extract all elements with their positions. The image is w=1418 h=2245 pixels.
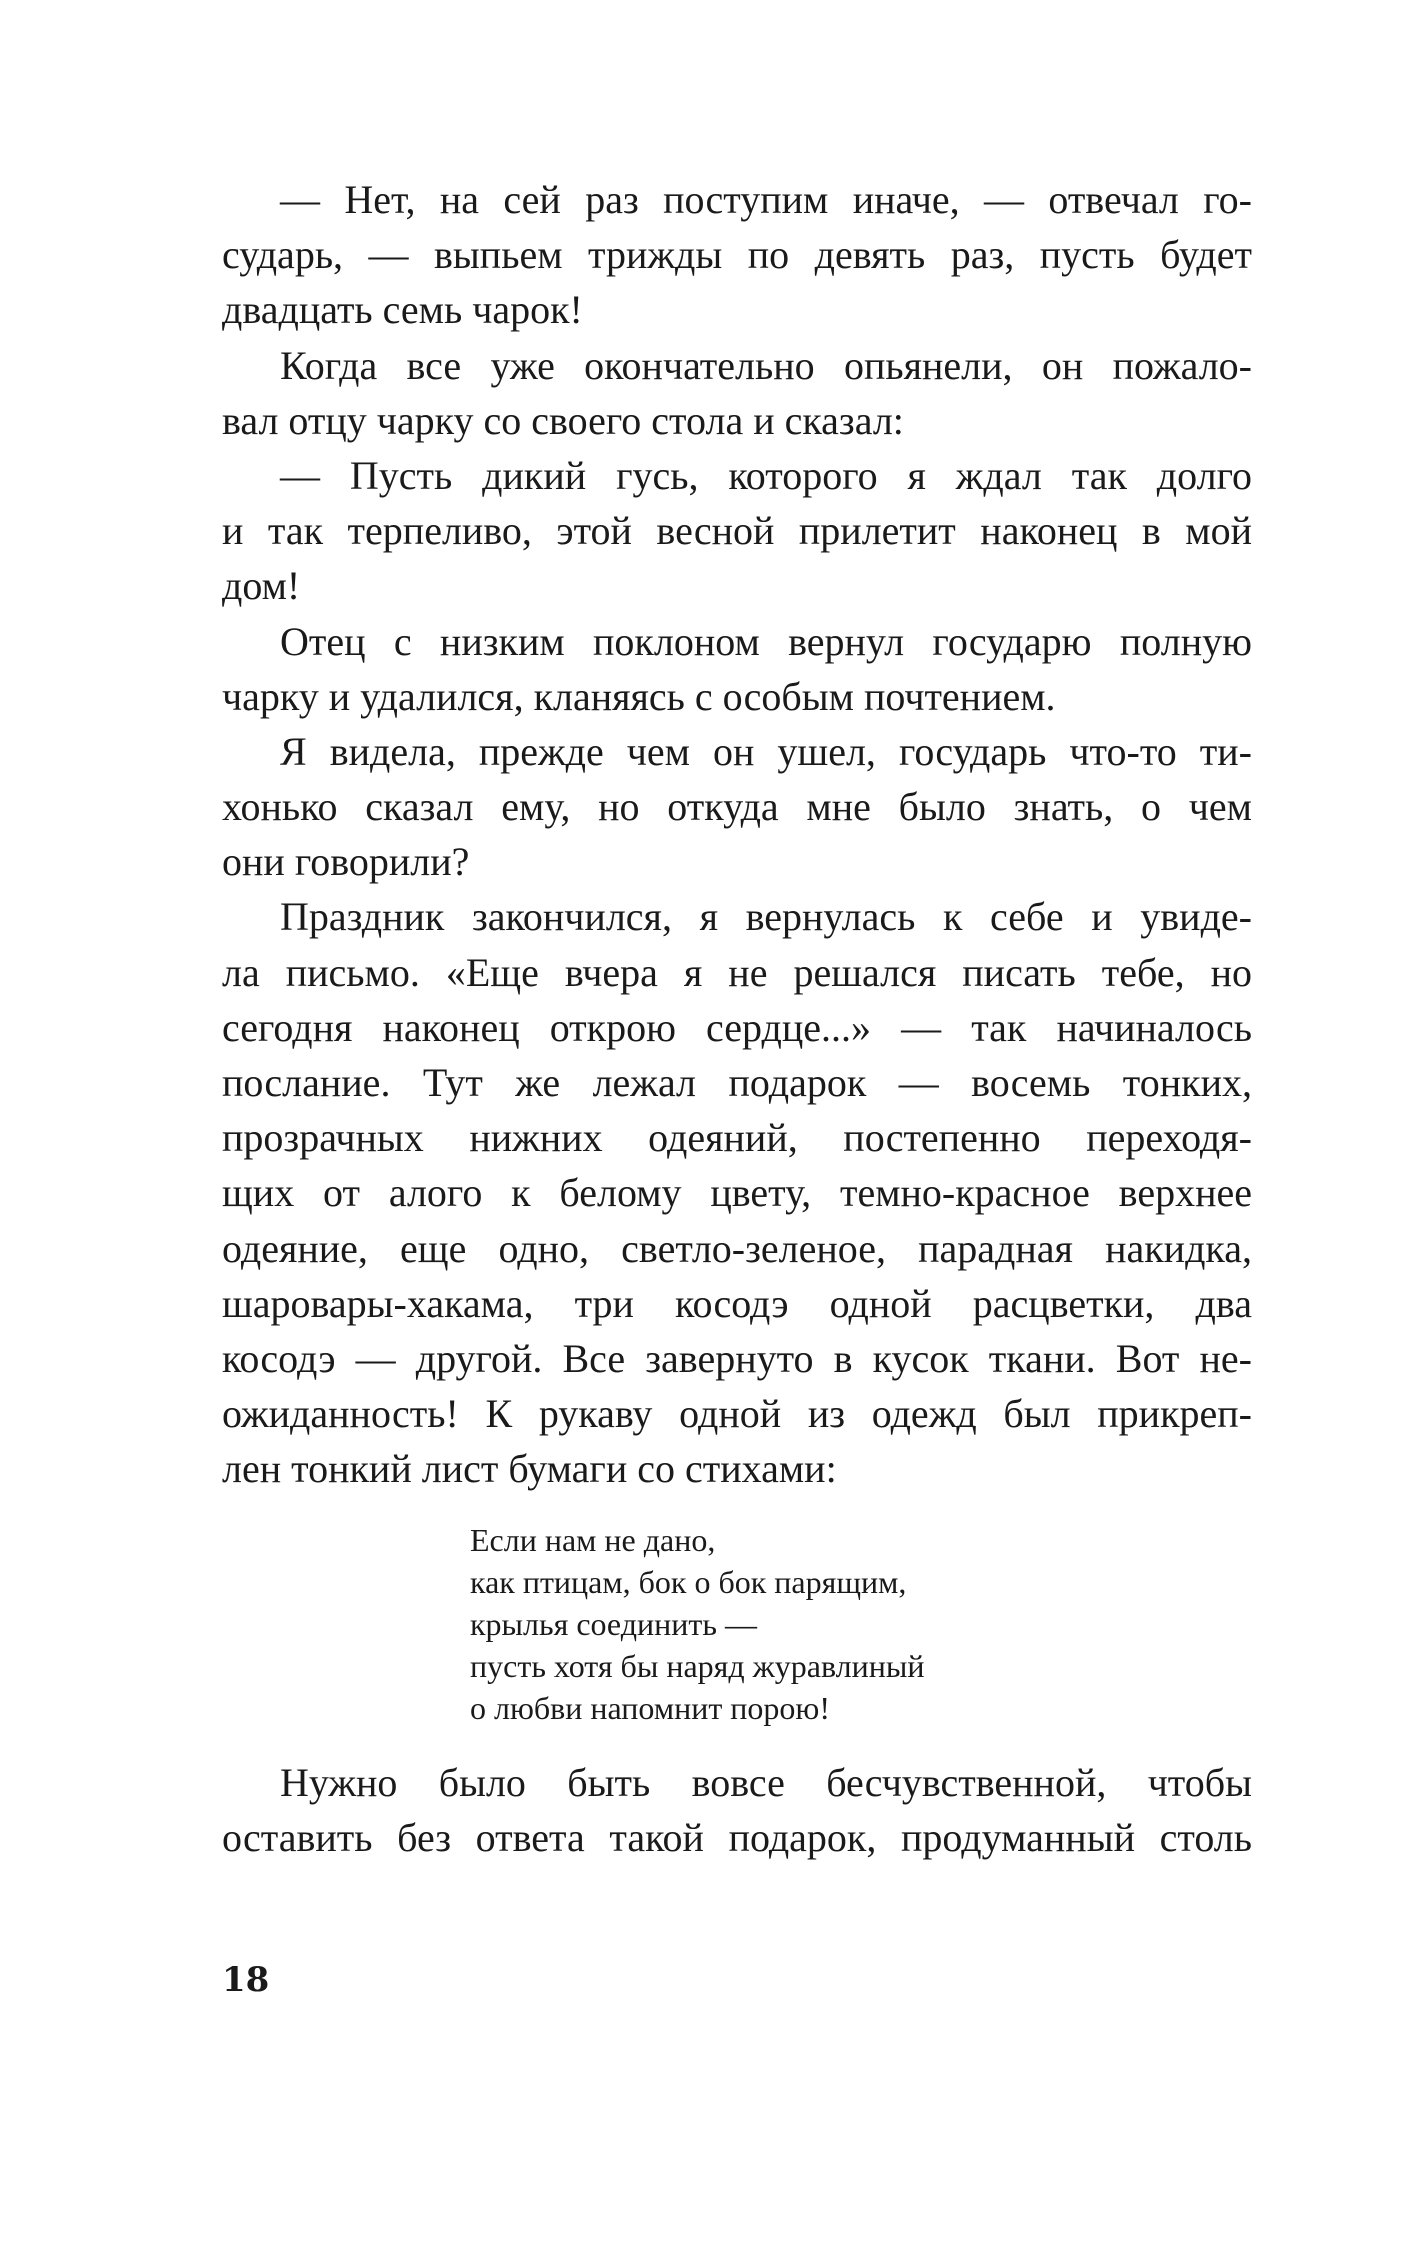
- poem-line: как птицам, бок о бок парящим,: [470, 1563, 907, 1600]
- text-line: Праздник закончился, я вернулась к себе и увиде-: [280, 894, 1252, 940]
- text-line: ожиданность! К рукаву одной из одежд был прикреп-: [222, 1391, 1252, 1437]
- poem-block: [222, 1519, 1252, 1729]
- text-line: Когда все уже окончательно опьянели, он пожало-: [280, 342, 1252, 388]
- text-line: прозрачных нижних одеяний, постепенно переходя-: [222, 1115, 1252, 1161]
- text-line: Я видела, прежде чем он ушел, государь что-то ти-: [280, 728, 1252, 774]
- text-line: Отец с низким поклоном вернул государю полную: [280, 618, 1252, 664]
- text-line: косодэ — другой. Все завернуто в кусок ткани. Вот не-: [222, 1335, 1252, 1381]
- text-line: двадцать семь чарок!: [222, 287, 583, 333]
- text-line: чарку и удалился, кланяясь с особым почтением.: [222, 673, 1056, 719]
- text-line: одеяние, еще одно, светло-зеленое, парадная накидка,: [222, 1225, 1252, 1271]
- text-line: лен тонкий лист бумаги со стихами:: [222, 1446, 837, 1492]
- poem-line: о любви напомнит порою!: [470, 1689, 830, 1726]
- prose-after-poem: [222, 1755, 1252, 1865]
- text-line: — Нет, на сей раз поступим иначе, — отвечал го-: [280, 177, 1252, 222]
- text-line: Нужно было быть вовсе бесчувственной, чтобы: [280, 1759, 1252, 1805]
- text-line: ла письмо. «Еще вчера я не решался писать тебе, но: [222, 949, 1252, 995]
- text-line: сегодня наконец открою сердце...» — так начиналось: [222, 1004, 1252, 1050]
- book-page-text: [222, 172, 1252, 1865]
- text-line: хонько сказал ему, но откуда мне было знать, о чем: [222, 784, 1252, 830]
- text-line: вал отцу чарку со своего стола и сказал:: [222, 397, 904, 443]
- text-line: и так терпеливо, этой весной прилетит наконец в мой: [222, 508, 1252, 554]
- prose-before-poem: [222, 172, 1252, 1497]
- page-number: 18: [222, 1960, 270, 2000]
- text-line: шаровары-хакама, три косодэ одной расцветки, два: [222, 1280, 1252, 1326]
- text-line: оставить без ответа такой подарок, продуманный столь: [222, 1814, 1252, 1860]
- text-line: — Пусть дикий гусь, которого я ждал так долго: [280, 452, 1252, 498]
- text-line: щих от алого к белому цвету, темно-красное верхнее: [222, 1170, 1252, 1216]
- poem-line: пусть хотя бы наряд журавлиный: [470, 1647, 925, 1684]
- text-line: послание. Тут же лежал подарок — восемь тонких,: [222, 1060, 1252, 1105]
- poem-line: Если нам не дано,: [470, 1521, 716, 1558]
- poem-line: крылья соединить —: [470, 1605, 757, 1642]
- text-line: дом!: [222, 563, 301, 609]
- text-line: сударь, — выпьем трижды по девять раз, пусть будет: [222, 232, 1252, 278]
- text-line: они говорили?: [222, 839, 470, 885]
